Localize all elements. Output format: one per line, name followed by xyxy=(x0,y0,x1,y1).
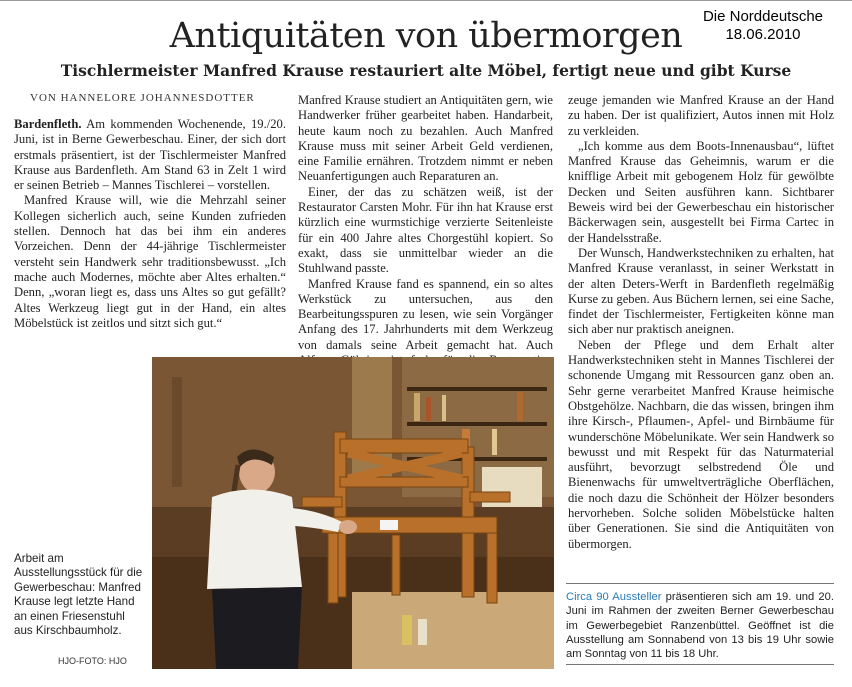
column-2 xyxy=(298,93,553,384)
paragraph-text: Am kommenden Wochenende, 19./20. Juni, ist in Berne Gewerbeschau. Einer, der sich dort erstmals präsentiert, ist der Tischlermeister Manfred Krause aus Bardenfleth. Am Stand 63 in Zelt 1 wird er seinen Betrieb – Mannes Tischlerei – vorstellen. xyxy=(14,117,286,193)
paragraph: Neben der Pflege und dem Erhalt alter Handwerkstechniken steht in Mannes Tischlerei der schonende Umgang mit Ressourcen ganz oben an. Sehr gerne verarbeitet Manfred Krause heimische Obstgehölze. Nachbarn, die das wissen, bringen ihm ihre Kirsch-, Pflaumen-, Apfel- und Birnbäume für wunderschöne Möbelunikate. Wer sein Handwerk so bewusst und mit Respekt für das Naturmaterial ausführt, bevorzugt selbstredend Öle und Bienenwachs für umweltverträgliche Oberflächen, die noch dazu die Schönheit der Hölzer besonders hervorheben. Solche soliden Möbelstücke halten über Generationen. Sie sind die Antiquitäten von übermorgen. xyxy=(568,337,834,551)
top-border xyxy=(0,0,852,1)
workshop-photo-illustration xyxy=(152,357,554,669)
info-box-bottom-rule xyxy=(566,664,834,665)
paragraph: Manfred Krause fand es spannend, ein so altes Werkstück zu untersuchen, aus den Bearbeitungsspuren zu lesen, wie sein Vorgänger Anfang des 17. Jahrhunderts mit dem Werkzeug von damals seine Arbeit gemacht hat. Auch xyxy=(298,276,553,352)
photo-caption: Arbeit am Ausstellungsstück für die Gewerbeschau: Manfred Krause legt letzte Hand an einen Friesenstuhl aus Kirschbaumholz. xyxy=(14,552,143,638)
info-box-top-rule xyxy=(566,583,834,584)
paragraph: Manfred Krause will, wie die Mehrzahl seiner Kollegen sicherlich auch, seine Kunden zufrieden stellen. Dennoch hat das bei ihm ein anderes Vorzeichen. Denn der 44-jährige Tischlermeister versteht sein Handwerk sehr traditionsbewusst. „Ich mache auch Modernes, möchte aber Altes erhalten.“ Denn, „woran liegt es, dass uns Altes so gut gefällt? Altes Werkzeug liegt gut in der Hand, ein altes Möbelstück ist zeitlos und sitzt sich gut.“ xyxy=(14,193,286,330)
paragraph xyxy=(14,117,286,193)
byline: VON HANNELORE JOHANNESDOTTER xyxy=(30,92,255,104)
paragraph: Der Wunsch, Handwerkstechniken zu erhalten, hat Manfred Krause veranlasst, in seiner Werkstatt in der alten Deters-Werft in Bardenfleth regelmäßig Kurse zu geben. Aus Büchern lernen, sei eine Sache, findet der Tischlermeister, Fertigkeiten könne man sich aber nur praktisch aneignen. xyxy=(568,245,834,337)
info-highlight: Circa 90 Aussteller xyxy=(566,591,662,603)
photo-credit: HJO-FOTO: HJO xyxy=(58,656,127,666)
article-subheadline: Tischlermeister Manfred Krause restauriert alte Möbel, fertigt neue und gibt Kurse xyxy=(60,61,792,80)
column-1 xyxy=(14,117,286,331)
column-3 xyxy=(568,93,834,552)
paragraph: zeuge jemanden wie Manfred Krause an der Hand zu haben. Der ist qualifiziert, Autos innen mit Holz zu verkleiden. xyxy=(568,93,834,138)
paragraph: „Ich komme aus dem Boots-Innenausbau“, lüftet Manfred Krause das Geheimnis, warum er die knifflige Arbeit mit gebogenem Holz für gewölbte Decken und Seiten ausführen kann. Sichtbarer Beweis wird bei der Gewerbeschau ein historischer Bäckerwagen sein, ausgestellt bei Firma Cartec in der Handelsstraße. xyxy=(568,138,834,245)
info-box xyxy=(566,590,834,661)
article-headline: Antiquitäten von übermorgen xyxy=(169,16,683,56)
paragraph: Manfred Krause studiert an Antiquitäten gern, wie Handwerker früher gearbeitet haben. Handarbeit, heute kaum noch zu bezahlen. Auch Manfred Krause muss mit seiner Arbeit Geld verdienen, eine Familie ernähren. Trotzdem nimmt er neben Neuanfertigungen auch Reparaturen an. xyxy=(298,93,553,184)
dateline-place: Bardenfleth. xyxy=(14,117,82,131)
paragraph: Einer, der das zu schätzen weiß, ist der Restaurator Carsten Mohr. Für ihn hat Krause erst kürzlich eine wurmstichige verzierte Seitenleiste für ein 400 Jahre altes Chorgestühl kopiert. So exakt, dass sie unmittelbar wieder an die Stuhlwand passte. xyxy=(298,184,553,276)
publication-date: 18.06.2010 xyxy=(725,26,801,43)
article-photo xyxy=(152,357,554,669)
info-text: präsentieren sich am 19. und 20. Juni im Rahmen der zweiten Berner Gewerbeschau im Gewerbegebiet Ranzenbüttel. Geöffnet ist die Ausstellung am Sonnabend von 13 bis 19 Uhr sowie am Sonntag von 11 bis 18 Uhr. xyxy=(566,591,834,661)
newspaper-name: Die Norddeutsche xyxy=(702,8,824,25)
